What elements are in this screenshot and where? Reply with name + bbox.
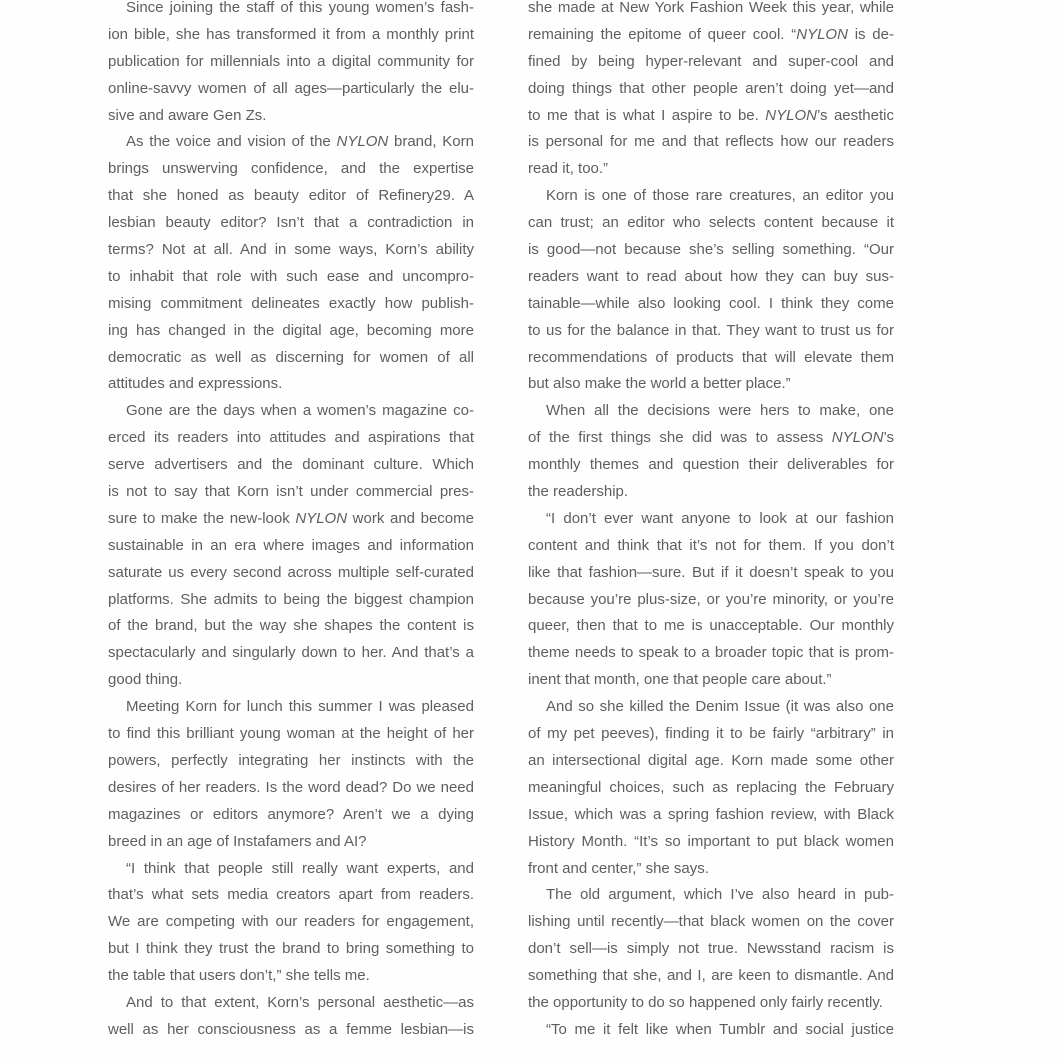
- text-line: saturate us every second across multiple self-curated: [108, 563, 474, 581]
- text-line: ing has changed in the digital age, becoming more: [108, 321, 474, 339]
- text-line: “I don’t ever want anyone to look at our fashion: [546, 509, 894, 527]
- text-line: the table that users don’t,” she tells me.: [108, 967, 370, 985]
- text-line: publication for millennials into a digital community for: [108, 52, 474, 70]
- text-line: As the voice and vision of the NYLON brand, Korn: [126, 133, 474, 151]
- text-line: that she honed as beauty editor of Refinery29. A: [108, 187, 474, 205]
- text-line: “I think that people still really want experts, and: [126, 859, 474, 877]
- text-line: the readership.: [528, 483, 629, 501]
- text-line: Since joining the staff of this young women’s fash-: [126, 0, 474, 16]
- text-line: don’t sell—is simply not true. Newsstand racism is: [528, 940, 894, 958]
- text-line: to find this brilliant young woman at the height of her: [108, 725, 474, 743]
- text-line: but I think they trust the brand to bring something to: [108, 940, 474, 958]
- text-line: online-savvy women of all ages—particularly the elu-: [108, 79, 474, 97]
- text-line: readers want to read about how they can buy sus-: [528, 267, 894, 285]
- text-line: well as her consciousness as a femme lesbian—is: [108, 1020, 474, 1038]
- text-line: When all the decisions were hers to make, one: [546, 402, 894, 420]
- text-line: attitudes and expressions.: [108, 375, 283, 393]
- text-line: that’s what sets media creators apart from readers.: [108, 886, 474, 904]
- article-column-left: [108, 0, 474, 1044]
- text-line: to us for the balance in that. They want to trust us for: [528, 321, 894, 339]
- text-line: remaining the epitome of queer cool. “NYLON is de-: [528, 25, 894, 43]
- text-line: recommendations of products that will elevate them: [528, 348, 894, 366]
- text-line: like that fashion—sure. But if it doesn’t speak to you: [528, 563, 894, 581]
- text-line: of the brand, but the way she shapes the content is: [108, 617, 474, 635]
- text-line: of my pet peeves), finding it to be fairly “arbitrary” in: [528, 725, 894, 743]
- text-line: theme needs to speak to a broader topic that is prom-: [528, 644, 894, 662]
- text-line: inent that month, one that people care about.”: [528, 671, 832, 689]
- text-line: brings unswerving confidence, and the expertise: [108, 160, 474, 178]
- text-line: an intersectional digital age. Korn made some other: [528, 751, 894, 769]
- text-line: doing things that other people aren’t doing yet—and: [528, 79, 894, 97]
- text-line: is not to say that Korn isn’t under commercial pres-: [108, 483, 474, 501]
- text-line: to me that is what I aspire to be. NYLON’s aesthetic: [528, 106, 894, 124]
- text-line: lishing until recently—that black women on the cover: [528, 913, 894, 931]
- text-line: Korn is one of those rare creatures, an editor you: [546, 187, 894, 205]
- text-line: front and center,” she says.: [528, 859, 709, 877]
- text-line: spectacularly and singularly down to her. And that’s a: [108, 644, 474, 662]
- text-line: serve advertisers and the dominant culture. Which: [108, 456, 474, 474]
- text-line: to inhabit that role with such ease and uncompro-: [108, 267, 474, 285]
- text-line: democratic as well as discerning for women of all: [108, 348, 474, 366]
- text-line: lesbian beauty editor? Isn’t that a contradiction in: [108, 214, 474, 232]
- text-line: is personal for me and that reflects how our readers: [528, 133, 894, 151]
- text-line: but also make the world a better place.”: [528, 375, 791, 393]
- text-line: sive and aware Gen Zs.: [108, 106, 267, 124]
- text-line: monthly themes and question their deliverables for: [528, 456, 894, 474]
- text-line: Meeting Korn for lunch this summer I was pleased: [126, 698, 474, 716]
- text-line: platforms. She admits to being the biggest champion: [108, 590, 474, 608]
- text-line: is good—not because she’s selling something. “Our: [528, 241, 894, 259]
- text-line: History Month. “It’s so important to put black women: [528, 832, 894, 850]
- text-line: meaningful choices, such as replacing the February: [528, 778, 894, 796]
- text-line: mising commitment delineates exactly how publish-: [108, 294, 474, 312]
- article-column-right: [528, 0, 894, 1044]
- text-line: “To me it felt like when Tumblr and social justice: [546, 1020, 894, 1038]
- text-line: The old argument, which I’ve also heard in pub-: [546, 886, 894, 904]
- text-line: We are competing with our readers for engagement,: [108, 913, 474, 931]
- text-line: of the first things she did was to assess NYLON’s: [528, 429, 894, 447]
- text-line: the opportunity to do so happened only fairly recently.: [528, 993, 883, 1011]
- text-line: Issue, which was a spring fashion review, with Black: [528, 805, 894, 823]
- text-line: can trust; an editor who selects content because it: [528, 214, 894, 232]
- text-line: And so she killed the Denim Issue (it was also one: [546, 698, 894, 716]
- text-line: something that she, and I, are keen to dismantle. And: [528, 967, 894, 985]
- text-line: magazines or editors anymore? Aren’t we a dying: [108, 805, 474, 823]
- text-line: And to that extent, Korn’s personal aesthetic—as: [126, 993, 474, 1011]
- text-line: erced its readers into attitudes and aspirations that: [108, 429, 474, 447]
- text-line: desires of her readers. Is the word dead? Do we need: [108, 778, 474, 796]
- text-line: ion bible, she has transformed it from a monthly print: [108, 25, 474, 43]
- text-line: sure to make the new-look NYLON work and become: [108, 509, 474, 527]
- text-line: Gone are the days when a women’s magazine co-: [126, 402, 474, 420]
- text-line: good thing.: [108, 671, 183, 689]
- text-line: content and think that it’s not for them. If you don’t: [528, 536, 894, 554]
- text-line: terms? Not at all. And in some ways, Korn’s ability: [108, 241, 474, 259]
- text-line: fined by being hyper-relevant and super-cool and: [528, 52, 894, 70]
- text-line: sustainable in an era where images and information: [108, 536, 474, 554]
- text-line: because you’re plus-size, or you’re minority, or you’re: [528, 590, 894, 608]
- text-line: she made at New York Fashion Week this year, while: [528, 0, 894, 16]
- text-line: breed in an age of Instafamers and AI?: [108, 832, 367, 850]
- text-line: powers, perfectly integrating her instincts with the: [108, 751, 474, 769]
- text-line: tainable—while also looking cool. I think they come: [528, 294, 894, 312]
- text-line: queer, then that to me is unacceptable. Our monthly: [528, 617, 894, 635]
- text-line: read it, too.”: [528, 160, 609, 178]
